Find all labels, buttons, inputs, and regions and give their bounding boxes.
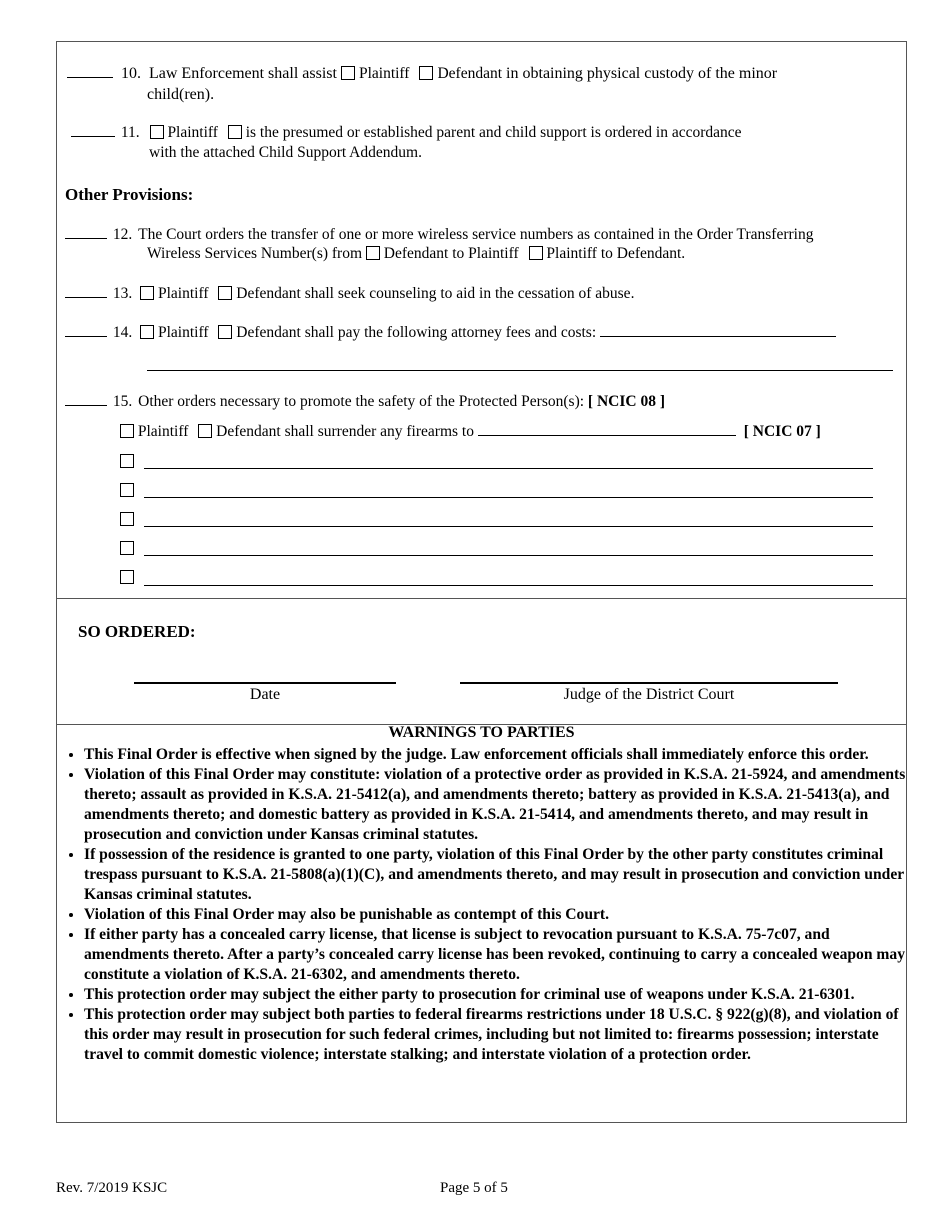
date-label: Date bbox=[249, 686, 281, 703]
order-form-frame bbox=[56, 41, 907, 1123]
other-order-checkbox[interactable] bbox=[120, 541, 134, 555]
other-order-checkbox[interactable] bbox=[120, 483, 134, 497]
item-15-defendant-checkbox[interactable] bbox=[198, 424, 212, 438]
other-order-blank[interactable] bbox=[144, 468, 873, 469]
item-12-plaintiff-to-defendant-checkbox[interactable] bbox=[529, 246, 543, 260]
page-number: Page 5 of 5 bbox=[440, 1180, 508, 1196]
item-14-plaintiff-checkbox[interactable] bbox=[140, 325, 154, 339]
section-divider bbox=[57, 598, 906, 599]
item-12-line2: Wireless Services Number(s) from Defendant to Plaintiff Plaintiff to Defendant. bbox=[147, 245, 686, 262]
judge-label: Judge of the District Court bbox=[563, 686, 735, 703]
item-10-initials-blank[interactable] bbox=[67, 64, 113, 78]
revision-label: Rev. 7/2019 KSJC bbox=[56, 1180, 168, 1196]
item-11-defendant-checkbox[interactable] bbox=[228, 125, 242, 139]
item-11-plaintiff-checkbox[interactable] bbox=[150, 125, 164, 139]
other-order-checkbox[interactable] bbox=[120, 512, 134, 526]
so-ordered-heading: SO ORDERED: bbox=[78, 622, 196, 641]
other-order-checkbox[interactable] bbox=[120, 454, 134, 468]
item-15-firearms-recipient-blank[interactable] bbox=[478, 422, 736, 436]
other-order-row bbox=[120, 540, 134, 558]
item-13-plaintiff-checkbox[interactable] bbox=[140, 286, 154, 300]
item-13-defendant-checkbox[interactable] bbox=[218, 286, 232, 300]
item-14-initials-blank[interactable] bbox=[65, 323, 107, 337]
item-10-line1: 10. Law Enforcement shall assist Plaintiff Defendant in obtaining physical custody of the minor bbox=[67, 64, 777, 83]
item-13-initials-blank[interactable] bbox=[65, 284, 107, 298]
warnings-title: WARNINGS TO PARTIES bbox=[388, 724, 575, 741]
warning-item: • If possession of the residence is granted to one party, violation of this Final Order by the other party constitutes criminal trespass pursuant to K.S.A. 21-5808(a)(1)(C), and amendments thereto, and may result in prosecution and conviction under Kansas criminal statutes. bbox=[84, 845, 916, 905]
other-order-checkbox[interactable] bbox=[120, 570, 134, 584]
judge-signature-line[interactable] bbox=[460, 682, 838, 684]
item-12-line1: 12. The Court orders the transfer of one or more wireless service numbers as contained in the Order Transferring bbox=[65, 225, 813, 244]
other-order-row bbox=[120, 569, 134, 587]
warning-item: • This Final Order is effective when signed by the judge. Law enforcement officials shall immediately enforce this order. bbox=[84, 745, 916, 765]
item-14-fees-blank[interactable] bbox=[600, 323, 836, 337]
item-10-defendant-checkbox[interactable] bbox=[419, 66, 433, 80]
other-order-row bbox=[120, 453, 134, 471]
item-11-initials-blank[interactable] bbox=[71, 123, 115, 137]
warning-item: • Violation of this Final Order may also be punishable as contempt of this Court. bbox=[84, 905, 916, 925]
warnings-list bbox=[67, 745, 916, 1065]
item-10-plaintiff-checkbox[interactable] bbox=[341, 66, 355, 80]
item-15-line1: 15. Other orders necessary to promote the safety of the Protected Person(s): [ NCIC 08 ] bbox=[65, 392, 665, 411]
other-order-row bbox=[120, 482, 134, 500]
warning-item: • If either party has a concealed carry license, that license is subject to revocation pursuant to K.S.A. 75-7c07, and amendments thereto. After a party’s concealed carry license has been revoked, continuing to carry a concealed weapon may constitute a violation of K.S.A. 21-6302, and amendments thereto. bbox=[84, 925, 916, 985]
warning-item: • Violation of this Final Order may constitute: violation of a protective order as provided in K.S.A. 21-5924, and amendments thereto; assault as provided in K.S.A. 21-5412(a), and amendments thereto; battery as provided in K.S.A. 21-5413(a), and amendments thereto; and domestic battery as provided in K.S.A. 21-5414, and amendments thereto, and may result in prosecution and conviction under Kansas criminal statutes. bbox=[84, 765, 916, 845]
warning-item: • This protection order may subject the either party to prosecution for criminal use of weapons under K.S.A. 21-6301. bbox=[84, 985, 916, 1005]
item-11-line2: with the attached Child Support Addendum. bbox=[149, 144, 422, 161]
other-order-blank[interactable] bbox=[144, 555, 873, 556]
item-14-fees-continuation-blank[interactable] bbox=[147, 370, 893, 371]
item-15-firearms-line: Plaintiff Defendant shall surrender any firearms to [ NCIC 07 ] bbox=[120, 422, 821, 441]
other-order-row bbox=[120, 511, 134, 529]
item-12-initials-blank[interactable] bbox=[65, 225, 107, 239]
item-15-plaintiff-checkbox[interactable] bbox=[120, 424, 134, 438]
other-order-blank[interactable] bbox=[144, 526, 873, 527]
item-15-initials-blank[interactable] bbox=[65, 392, 107, 406]
other-order-blank[interactable] bbox=[144, 585, 873, 586]
item-10-line2: child(ren). bbox=[147, 86, 215, 103]
item-14-line: 14. Plaintiff Defendant shall pay the following attorney fees and costs: bbox=[65, 323, 836, 342]
other-order-blank[interactable] bbox=[144, 497, 873, 498]
warning-item: • This protection order may subject both parties to federal firearms restrictions under 18 U.S.C. § 922(g)(8), and violation of this order may result in prosecution for such federal crimes, including but not limited to: firearms possession; interstate travel to commit domestic violence; interstate stalking; and interstate violation of a protection order. bbox=[84, 1005, 916, 1065]
item-14-defendant-checkbox[interactable] bbox=[218, 325, 232, 339]
date-signature-line[interactable] bbox=[134, 682, 396, 684]
other-provisions-heading: Other Provisions: bbox=[65, 185, 194, 204]
item-13-line: 13. Plaintiff Defendant shall seek counseling to aid in the cessation of abuse. bbox=[65, 284, 634, 303]
item-12-defendant-to-plaintiff-checkbox[interactable] bbox=[366, 246, 380, 260]
item-11-line1: 11. Plaintiff is the presumed or established parent and child support is ordered in accordance bbox=[71, 123, 742, 142]
